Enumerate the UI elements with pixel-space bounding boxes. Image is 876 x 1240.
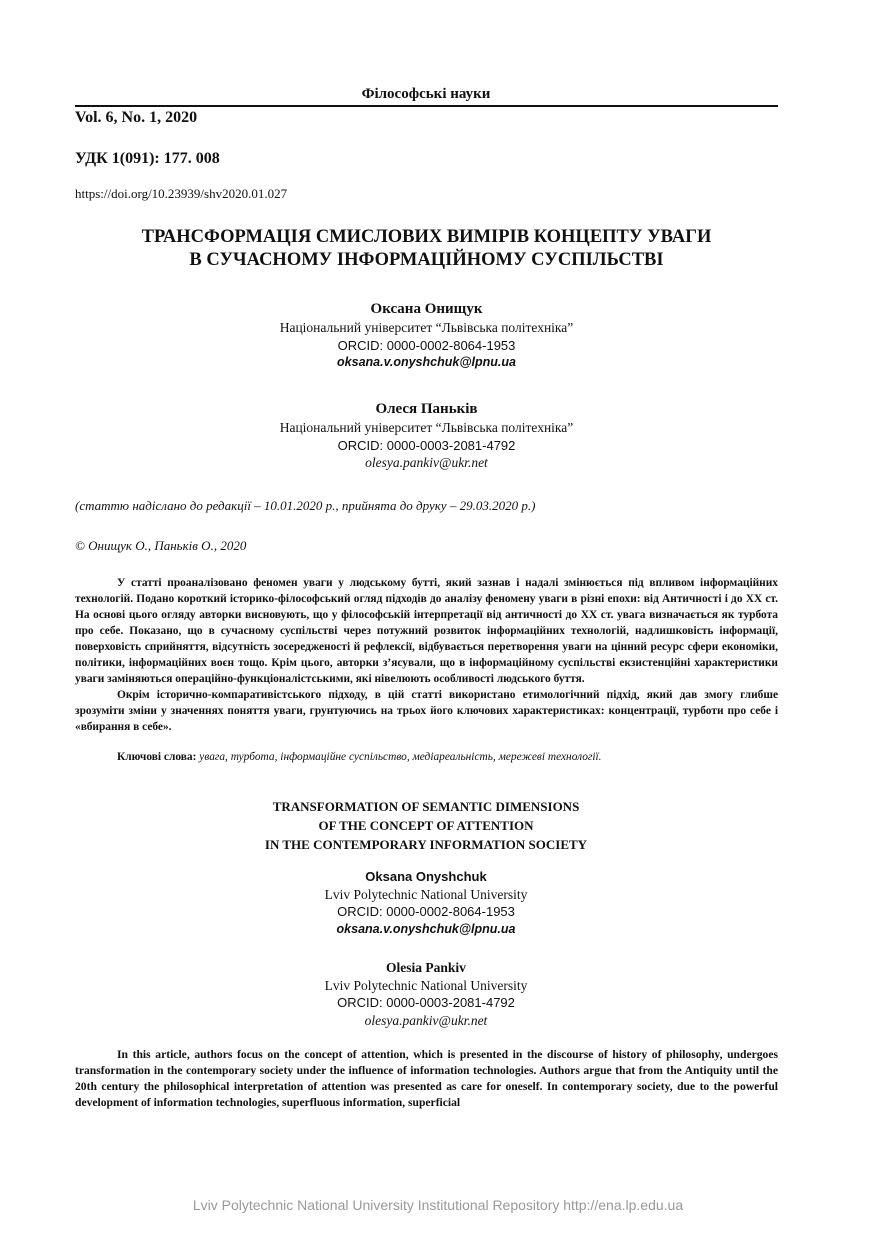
author-email[interactable]: oksana.v.onyshchuk@lpnu.ua [336,921,516,936]
header-divider [75,105,778,107]
journal-section-title: Філософські науки [361,86,491,102]
keywords-ua [75,751,778,763]
article-title-en [0,797,852,854]
author-name: Оксана Онищук [370,301,483,317]
abstract-en: In this article, authors focus on the concept of attention, which is presented in the discourse of history of philosophy, undergoes transformation in the contemporary society under the influence of information technologies. Authors argue that from the Antiquity until the 20th century the philosophical interpretation of attention was presented as care for oneself. In contemporary society, due to the powerful development of information technologies, superfluous information, superficial [75,1048,778,1109]
abstract-ua-paragraph-1: У статті проаналізовано феномен уваги у людському бутті, який зазнав і надалі змінюється під впливом інформаційних технологій. Подано короткий історико-філософський огляд підходів до аналізу феномену уваги в різні епохи: від Античності і до XX ст. На основі цього огляду авторки висновують, що у філософській інтерпретації від античності до XX ст. увага визначається як турбота про себе. Показано, що в сучасному суспільстві через потужний розвиток інформаційних технологій, надлишковість інформації, поверховість сприйняття, відсутність зосередженості й рефлексії, відбувається перетворення уваги на цінний ресурс сфери економіки, політики, інформаційних воєн тощо. Крім цього, авторки з’ясували, що в інформаційному суспільстві екзистенційні характеристики уваги заміняються операційно-функціоналістськими, які нівелюють особливості людського буття. [75,577,778,685]
author-orcid[interactable]: ORCID: 0000-0003-2081-4792 [337,437,516,453]
author-orcid[interactable]: ORCID: 0000-0002-8064-1953 [337,337,516,353]
udk-code: УДК 1(091): 177. 008 [75,150,220,167]
author-affiliation: Національний університет “Львівська політехніка” [279,420,574,435]
copyright-notice: © Онищук О., Паньків О., 2020 [75,538,247,553]
article-title-en-line1: TRANSFORMATION OF SEMANTIC DIMENSIONS [272,799,580,814]
article-title-en-line2: OF THE CONCEPT OF ATTENTION [318,818,534,833]
author-ua-2 [75,399,778,472]
keywords-label: Ключові слова: [117,751,197,763]
author-orcid[interactable]: ORCID: 0000-0002-8064-1953 [337,904,515,919]
doi-link[interactable]: https://doi.org/10.23939/shv2020.01.027 [75,186,288,201]
author-name: Olesia Pankiv [386,960,466,975]
keywords-value: увага, турбота, інформаційне суспільство, медіареальність, мережеві технології. [199,751,602,763]
author-name: Oksana Onyshchuk [365,869,487,884]
author-affiliation: Lviv Polytechnic National University [324,977,528,993]
author-orcid[interactable]: ORCID: 0000-0003-2081-4792 [337,995,515,1010]
abstract-ua-paragraph-2: Окрім історично-компаративістського підходу, в цій статті використано етимологічний підхід, який дав змогу глибше зрозуміти зміни у значеннях поняття уваги, грунтуючись на трьох його ключових характеристиках: концентрації, турботи про себе і «вбирання в себе». [75,689,778,733]
author-name: Олеся Паньків [375,401,478,417]
article-title-ua [75,226,778,272]
author-email[interactable]: oksana.v.onyshchuk@lpnu.ua [337,355,516,369]
abstract-ua [75,575,778,735]
author-en-2 [0,959,852,1029]
author-affiliation: Національний університет “Львівська політехніка” [279,320,574,335]
author-email[interactable]: olesya.pankiv@ukr.net [364,1012,488,1028]
author-ua-1 [75,299,778,372]
author-email[interactable]: olesya.pankiv@ukr.net [365,455,488,470]
article-title-ua-line1: ТРАНСФОРМАЦІЯ СМИСЛОВИХ ВИМІРІВ КОНЦЕПТУ УВАГИ [141,227,712,247]
author-en-1 [0,868,852,938]
repository-footer: Lviv Polytechnic National University Institutional Repository http://ena.lp.edu.ua [192,1197,684,1213]
author-affiliation: Lviv Polytechnic National University [324,886,528,902]
article-title-en-line3: IN THE CONTEMPORARY INFORMATION SOCIETY [264,837,588,852]
volume-info: Vol. 6, No. 1, 2020 [75,109,198,126]
submission-dates: (статтю надіслано до редакції – 10.01.2020 р., прийнята до друку – 29.03.2020 р.) [75,498,536,513]
article-title-ua-line2: В СУЧАСНОМУ ІНФОРМАЦІЙНОМУ СУСПІЛЬСТВІ [189,250,664,270]
